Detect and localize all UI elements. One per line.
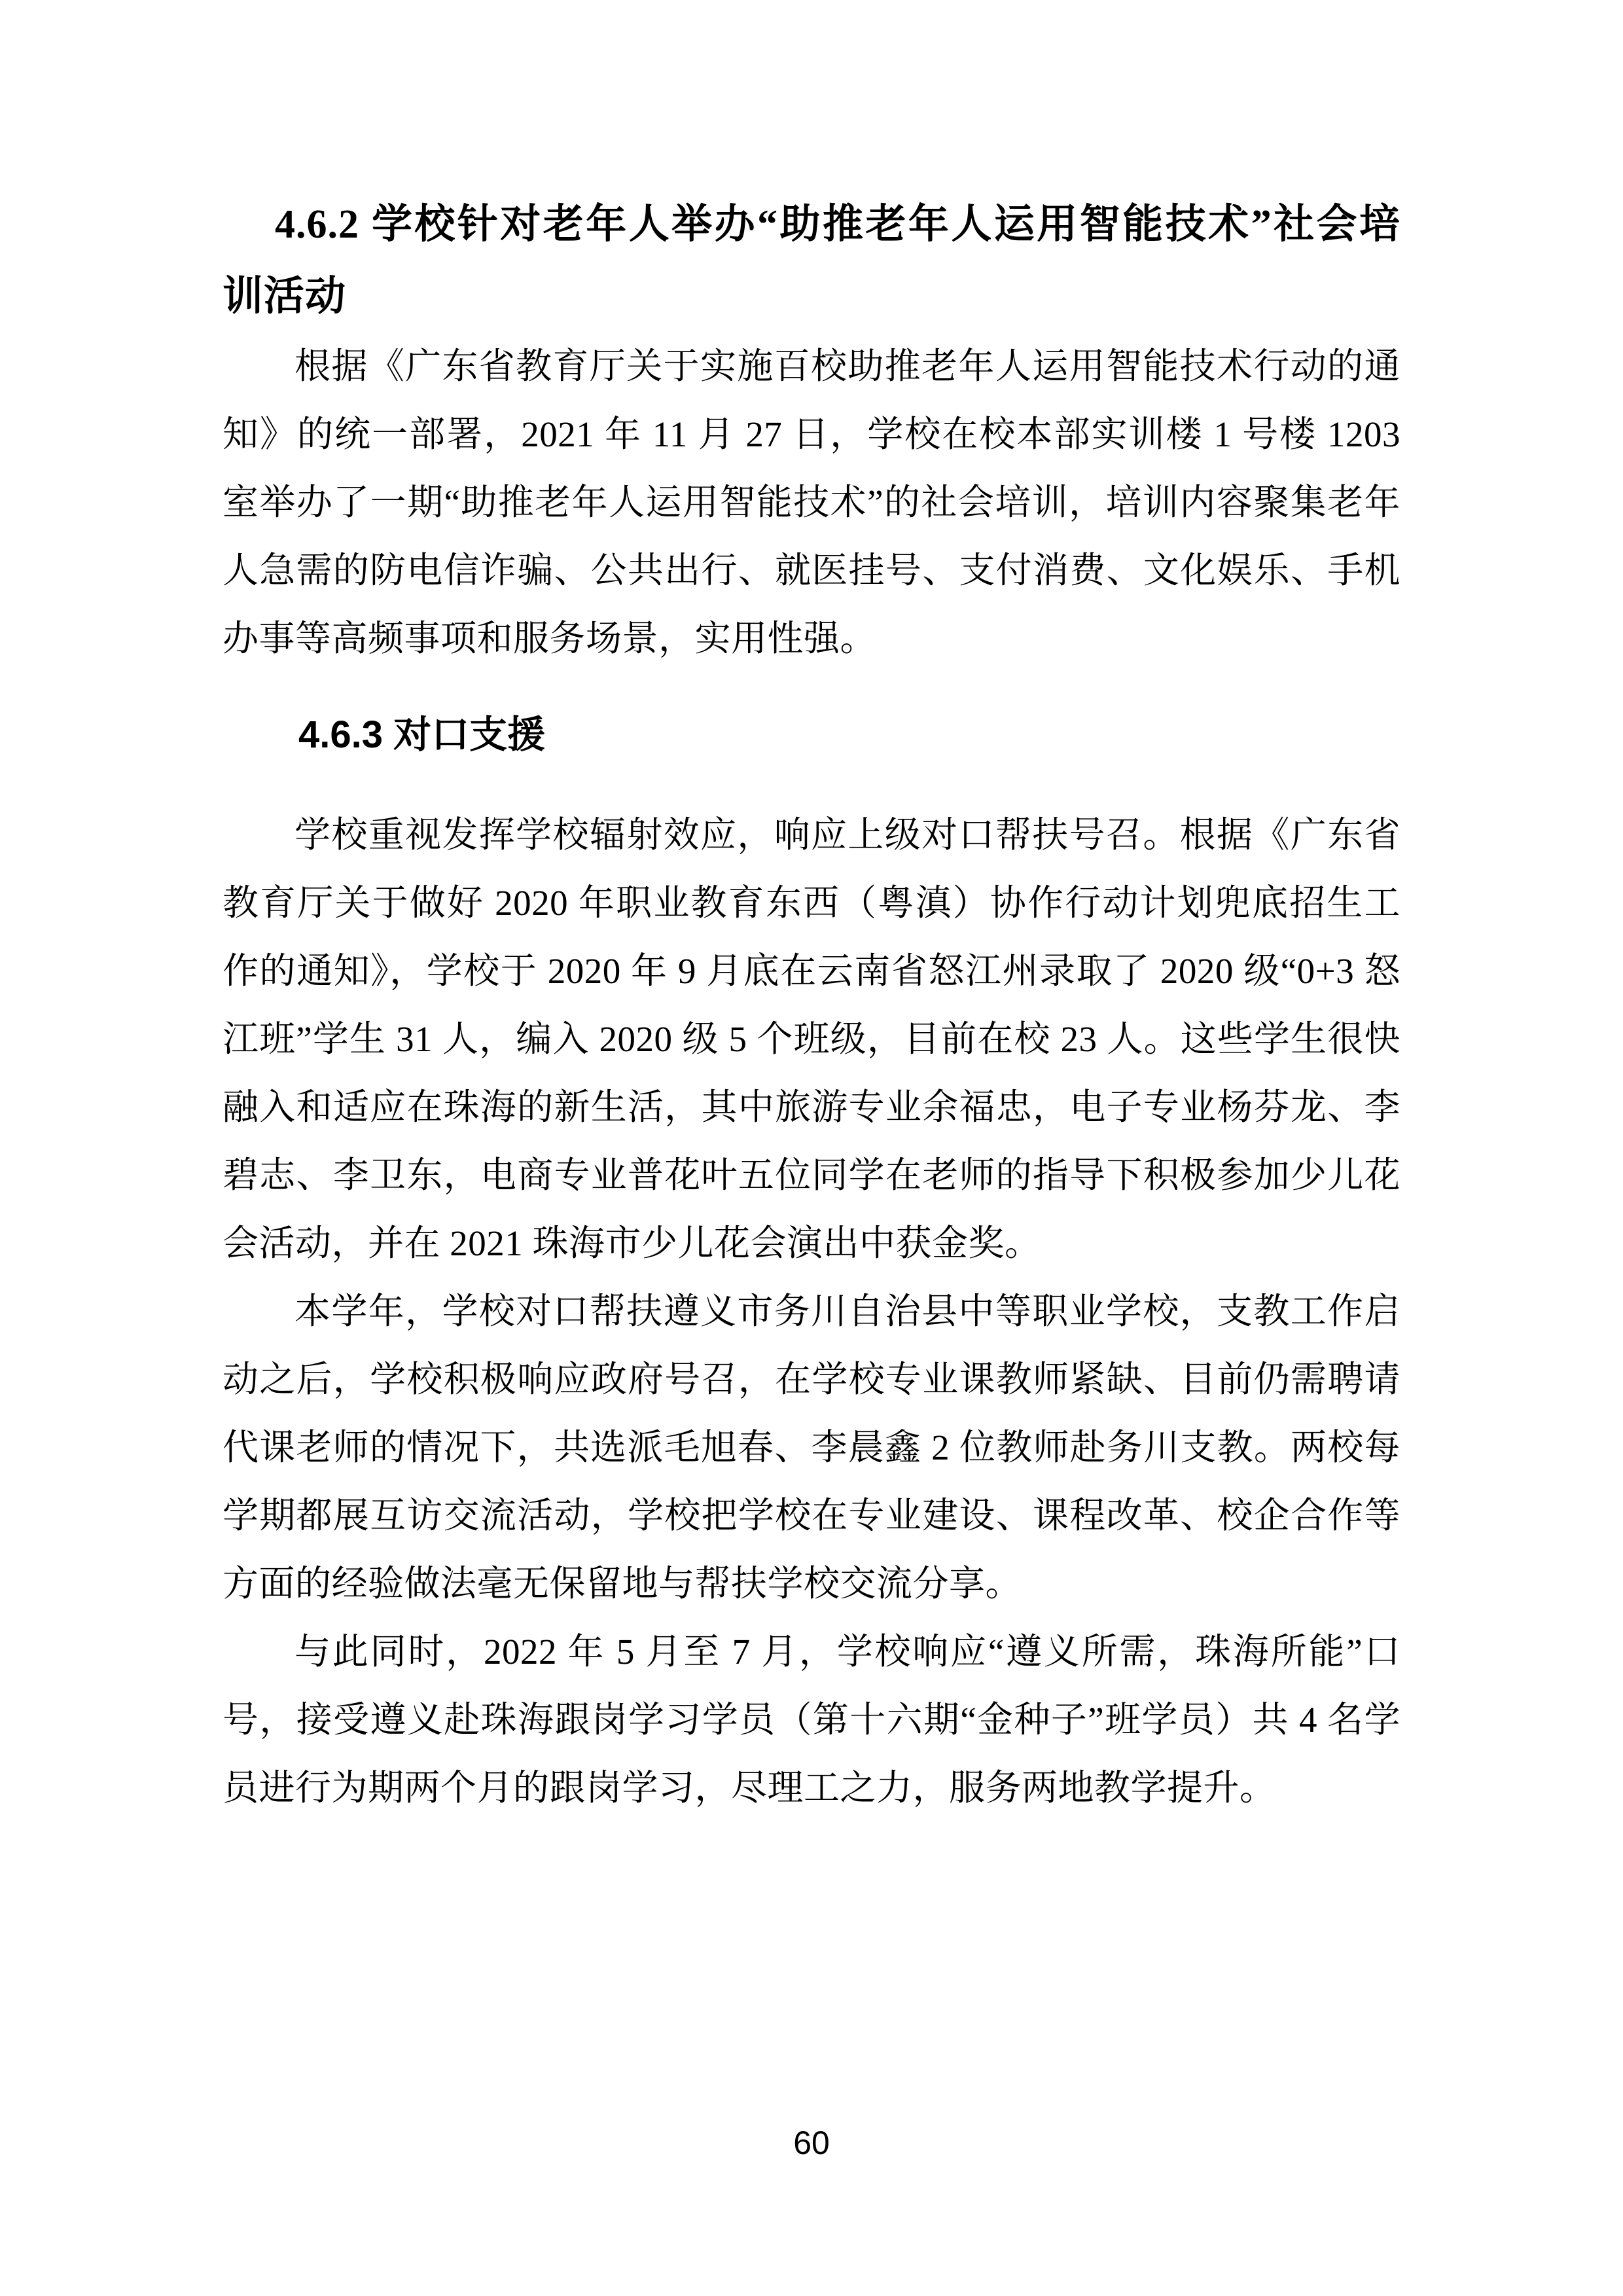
paragraph-nujiang-enrollment: 学校重视发挥学校辐射效应，响应上级对口帮扶号召。根据《广东省教育厅关于做好 2020 年职业教育东西（粤滇）协作行动计划兜底招生工作的通知》，学校于 2020 年 9 月底在云南省怒江州录取了 2020 级“0+3 怒江班”学生 31 人，编入 2020 级 5 个班级，目前在校 23 人。这些学生很快融入和适应在珠海的新生活，其中旅游专业余福忠，电子专业杨芬龙、李碧志、李卫东，电商专业普花叶五位同学在老师的指导下积极参加少儿花会活动，并在 2021 珠海市少儿花会演出中获金奖。 bbox=[223, 815, 1400, 1263]
heading-4-6-3: 4.6.3 对口支援 bbox=[298, 713, 546, 756]
page-number: 60 bbox=[793, 2125, 830, 2161]
paragraph-trainee-exchange: 与此同时，2022 年 5 月至 7 月，学校响应“遵义所需，珠海所能”口号，接受遵义赴珠海跟岗学习学员（第十六期“金种子”班学员）共 4 名学员进行为期两个月的跟岗学习，尽理工之力，服务两地教学提升。 bbox=[223, 1632, 1400, 1808]
paragraph-senior-training: 根据《广东省教育厅关于实施百校助推老年人运用智能技术行动的通知》的统一部署，2021 年 11 月 27 日，学校在校本部实训楼 1 号楼 1203 室举办了一期“助推老年人运用智能技术”的社会培训，培训内容聚集老年人急需的防电信诈骗、公共出行、就医挂号、支付消费、文化娱乐、手机办事等高频事项和服务场景，实用性强。 bbox=[223, 346, 1400, 658]
heading-4-6-2: 4.6.2 学校针对老年人举办“助推老年人运用智能技术”社会培训活动 bbox=[223, 202, 1400, 319]
page-body bbox=[223, 188, 1400, 1822]
paragraph-zunyi-support: 本学年，学校对口帮扶遵义市务川自治县中等职业学校，支教工作启动之后，学校积极响应政府号召，在学校专业课教师紧缺、目前仍需聘请代课老师的情况下，共选派毛旭春、李晨鑫 2 位教师赴务川支教。两校每学期都展互访交流活动，学校把学校在专业建设、课程改革、校企合作等方面的经验做法毫无保留地与帮扶学校交流分享。 bbox=[223, 1291, 1400, 1604]
